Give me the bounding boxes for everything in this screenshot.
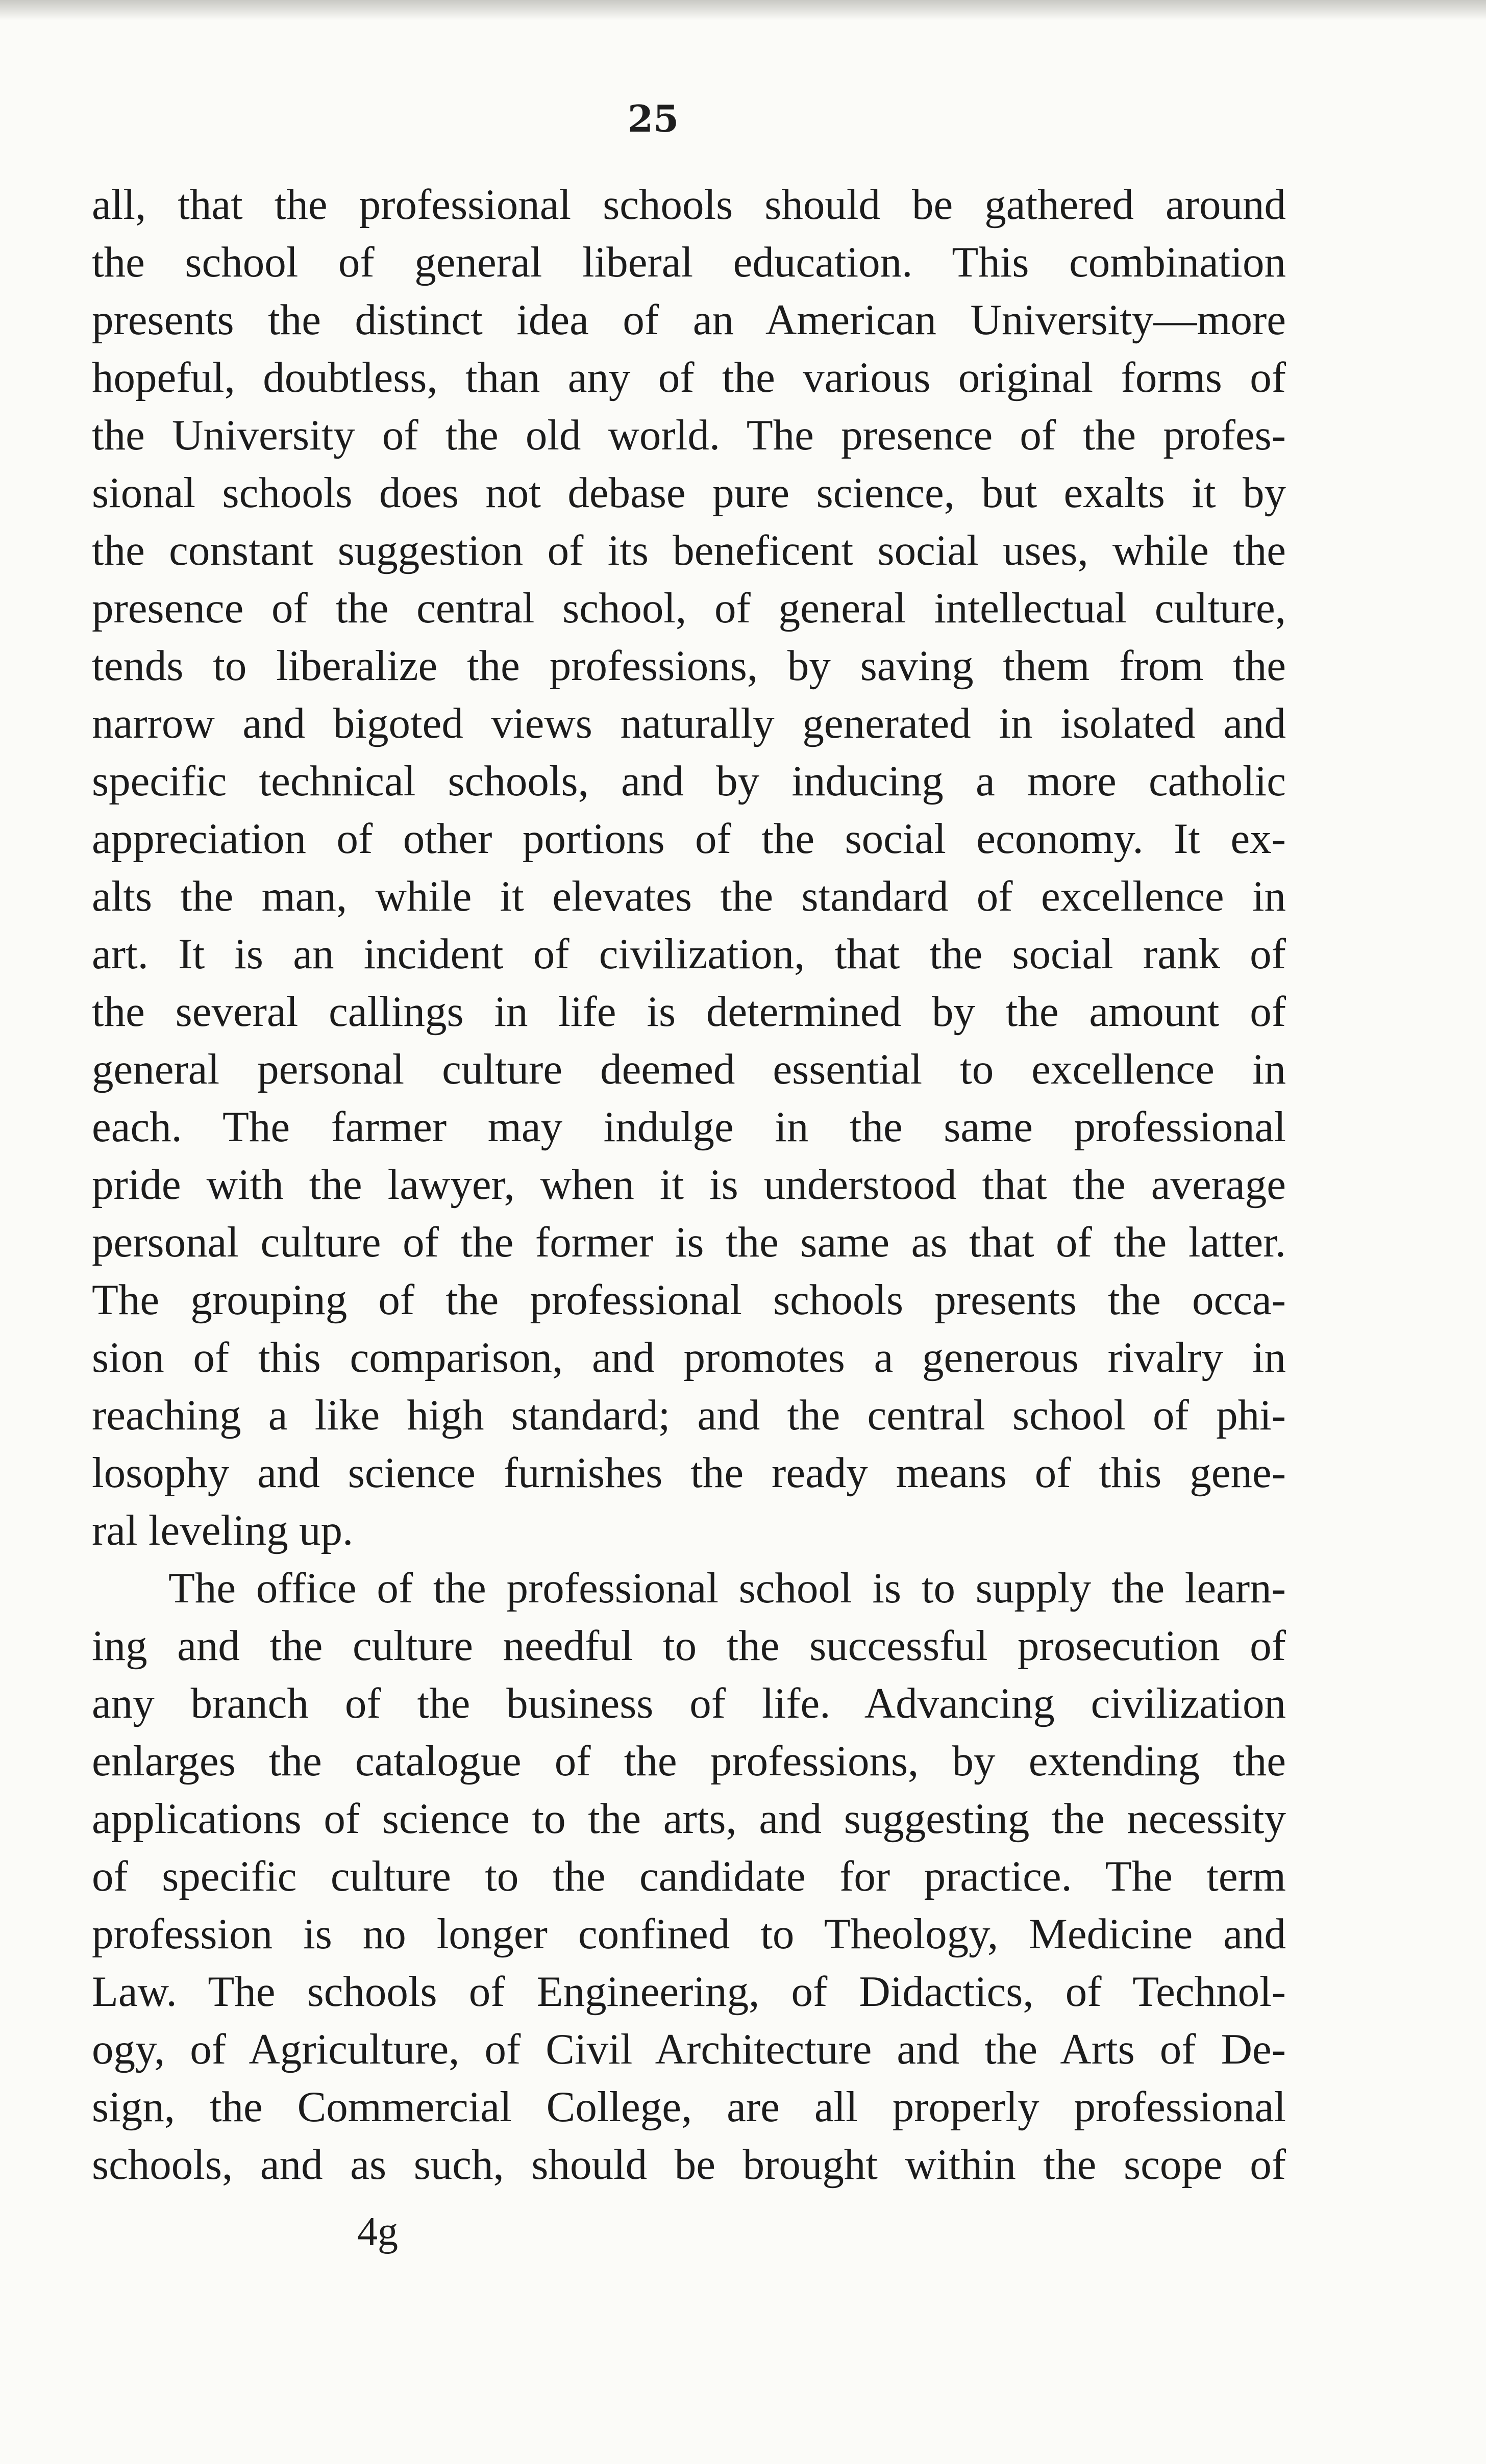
paragraph-1 — [92, 176, 1286, 1560]
body-text — [92, 176, 1286, 2194]
text-line: presents the distinct idea of an American University—more — [92, 296, 1286, 344]
paragraph-2 — [92, 1560, 1286, 2194]
text-line: sional schools does not debase pure science, but exalts it by — [92, 469, 1286, 517]
text-line: sion of this comparison, and promotes a generous rivalry in — [92, 1334, 1286, 1381]
text-line: of specific culture to the candidate for practice. The term — [92, 1852, 1286, 1900]
text-line: appreciation of other portions of the social economy. It ex- — [92, 815, 1286, 863]
text-line: alts the man, while it elevates the standard of excellence in — [92, 872, 1286, 920]
text-line: ogy, of Agriculture, of Civil Architecture and the Arts of De- — [92, 2025, 1286, 2073]
text-line: The office of the professional school is to supply the learn- — [168, 1564, 1286, 1612]
text-line: losophy and science furnishes the ready means of this gene- — [92, 1449, 1286, 1497]
text-line: each. The farmer may indulge in the same professional — [92, 1103, 1286, 1151]
text-line: schools, and as such, should be brought within the scope of — [92, 2141, 1286, 2189]
page-edge-shadow — [0, 0, 1486, 20]
text-line: Law. The schools of Engineering, of Didactics, of Technol- — [92, 1968, 1286, 2016]
text-line: ral leveling up. — [92, 1506, 354, 1554]
text-line: applications of science to the arts, and suggesting the necessity — [92, 1795, 1286, 1843]
text-line: the school of general liberal education. This combination — [92, 238, 1286, 286]
printer-signature-mark: 4g — [357, 2209, 398, 2254]
text-line: hopeful, doubtless, than any of the various original forms of — [92, 354, 1286, 401]
text-line: art. It is an incident of civilization, that the social rank of — [92, 930, 1286, 978]
text-line: The grouping of the professional schools presents the occa- — [92, 1276, 1286, 1324]
text-line: specific technical schools, and by inducing a more catholic — [92, 757, 1286, 805]
text-line: pride with the lawyer, when it is understood that the average — [92, 1161, 1286, 1209]
text-line: personal culture of the former is the same as that of the latter. — [92, 1218, 1286, 1266]
text-line: ing and the culture needful to the successful prosecution of — [92, 1622, 1286, 1670]
text-line: the several callings in life is determined by the amount of — [92, 988, 1286, 1036]
text-line: narrow and bigoted views naturally generated in isolated and — [92, 699, 1286, 747]
text-line: the constant suggestion of its beneficent social uses, while the — [92, 526, 1286, 574]
text-line: any branch of the business of life. Advancing civilization — [92, 1679, 1286, 1727]
page-number: 25 — [628, 97, 679, 140]
text-line: reaching a like high standard; and the central school of phi- — [92, 1391, 1286, 1439]
text-line: presence of the central school, of general intellectual culture, — [92, 584, 1286, 632]
text-line: profession is no longer confined to Theology, Medicine and — [92, 1910, 1286, 1958]
text-line: sign, the Commercial College, are all properly professional — [92, 2083, 1286, 2131]
text-line: general personal culture deemed essential to excellence in — [92, 1045, 1286, 1093]
text-line: tends to liberalize the professions, by saving them from the — [92, 642, 1286, 690]
text-line: enlarges the catalogue of the professions, by extending the — [92, 1737, 1286, 1785]
text-line: the University of the old world. The presence of the profes- — [92, 411, 1286, 459]
text-line: all, that the professional schools should be gathered around — [92, 181, 1286, 229]
